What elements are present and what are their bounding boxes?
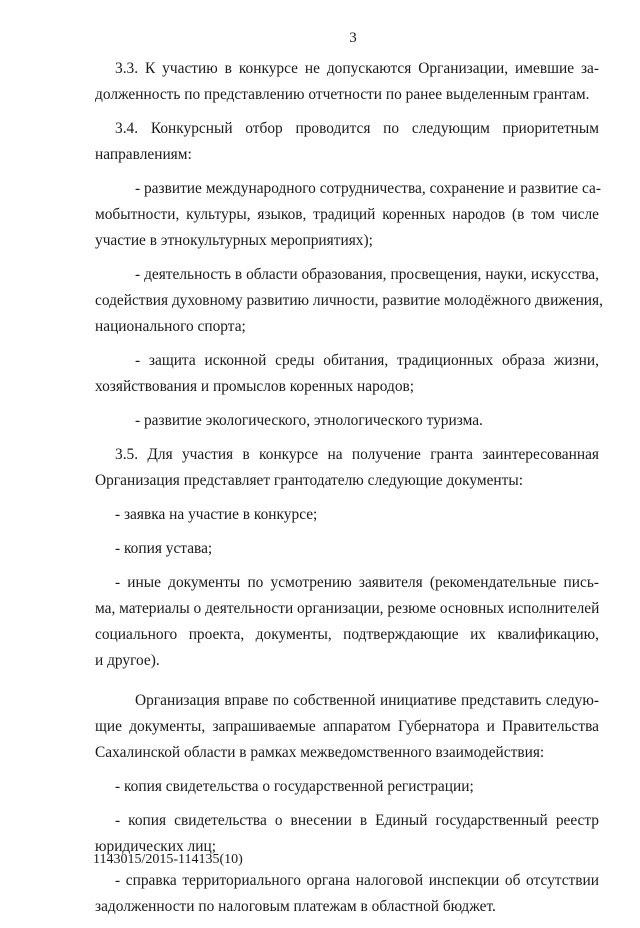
text-line: - развитие международного сотрудничества, сохранение и развитие са- [135,180,601,197]
text-line: - копия устава; [115,540,213,557]
list-item-charter-copy [95,536,599,562]
text-line: Организация вправе по собственной инициативе представить следую- [135,692,599,709]
text-line: Организация представляет грантодателю следующие документы: [95,472,523,489]
text-line: - защита исконной среды обитания, традиционных образа жизни, [135,352,599,369]
text-line: хозяйствования и промыслов коренных народов; [95,378,415,395]
document-body [95,56,603,928]
text-line: - развитие экологического, этнологического туризма. [135,412,483,429]
list-item-other-documents [95,570,599,674]
list-item-application [95,502,599,528]
text-line: - копия свидетельства о государственной регистрации; [115,778,474,795]
list-item-tourism [95,408,599,434]
text-line: - копия свидетельства о внесении в Единый государственный реестр [115,812,599,829]
list-item-registration-certificate [95,774,599,800]
paragraph-3-5 [95,442,599,494]
text-line: 3.3. К участию в конкурсе не допускаются Организации, имевшие за- [115,60,599,77]
document-footer-code: 1143015/2015-114135(10) [93,852,243,867]
text-line: - иные документы по усмотрению заявителя (рекомендательные пись- [115,574,599,591]
text-line: - справка территориального органа налоговой инспекции об отсутствии [115,872,599,889]
text-line: ма, материалы о деятельности организации, резюме основных исполнителей [95,600,600,617]
text-line: 3.5. Для участия в конкурсе на получение гранта заинтересованная [115,446,599,463]
paragraph-3-3 [95,56,599,108]
text-line: направлениям: [95,146,192,163]
text-line: юридических лиц; [95,838,216,855]
text-line: - деятельность в области образования, просвещения, науки, искусства, [135,266,599,283]
list-item-international-cooperation [95,176,599,254]
text-line: долженность по представлению отчетности по ранее выделенным грантам. [95,86,590,103]
text-line: участие в этнокультурных мероприятиях); [95,232,373,249]
text-line: - заявка на участие в конкурсе; [115,506,318,523]
paragraph-3-4 [95,116,599,168]
list-item-habitat-protection [95,348,599,400]
list-item-education [95,262,603,340]
text-line: и другое). [95,652,160,669]
text-line: социального проекта, документы, подтверждающие их квалификацию, [95,626,599,643]
text-line: задолженности по налоговым платежам в областной бюджет. [95,898,496,915]
text-line: 3.4. Конкурсный отбор проводится по следующим приоритетным [115,120,599,137]
text-line: Сахалинской области в рамках межведомственного взаимодействия: [95,744,545,761]
list-item-tax-certificate [95,868,599,920]
text-line: мобытности, культуры, языков, традиций коренных народов (в том числе [95,206,599,223]
paragraph-own-initiative [95,688,599,766]
page-number: 3 [349,30,357,46]
text-line: национального спорта; [95,318,246,335]
text-line: щие документы, запрашиваемые аппаратом Губернатора и Правительства [95,718,599,735]
text-line: содействия духовному развитию личности, развитие молодёжного движения, [95,292,603,309]
